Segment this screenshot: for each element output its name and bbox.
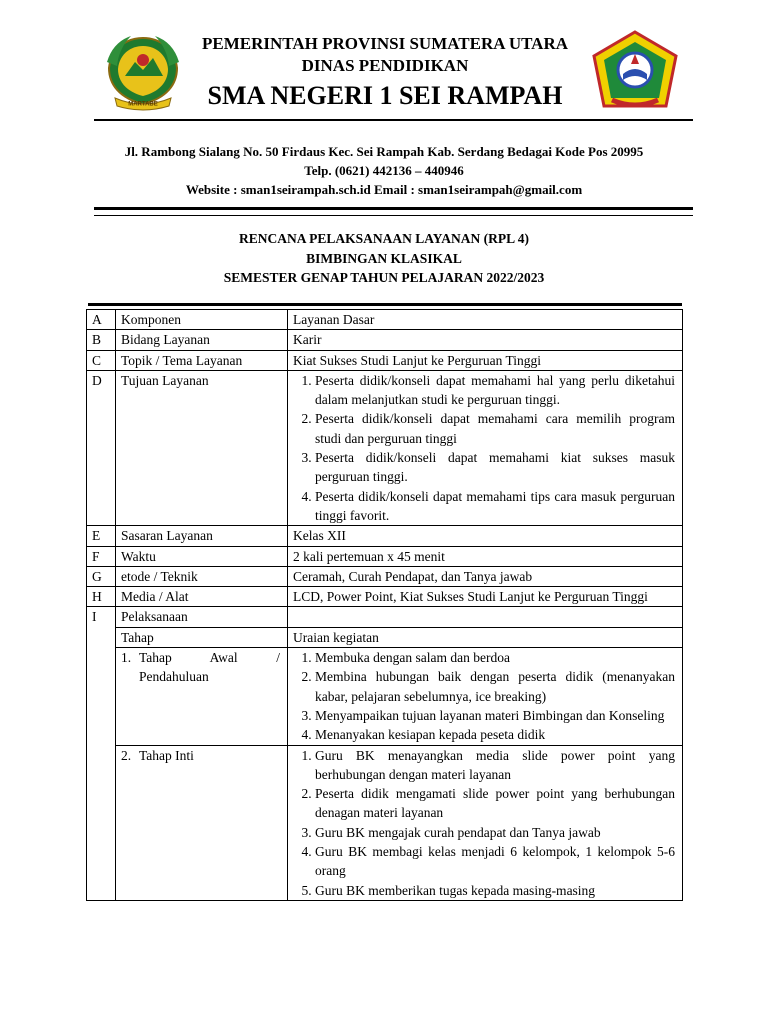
row-code: D <box>87 370 116 525</box>
province-emblem-logo <box>103 32 183 112</box>
activity-header: Uraian kegiatan <box>288 627 683 647</box>
objectives-cell <box>288 370 683 525</box>
table-row <box>87 627 683 647</box>
address-divider-thin <box>94 215 693 216</box>
letterhead <box>180 33 590 115</box>
stage-name-cell <box>116 648 288 745</box>
list-item: 1. Guru BK menayangkan media slide power point yang berhubungan dengan materi layanan <box>315 746 675 785</box>
row-code: E <box>87 526 116 546</box>
stage-activities <box>288 745 683 900</box>
stage-number: 2. <box>121 747 132 763</box>
row-code: G <box>87 566 116 586</box>
row-label: Bidang Layanan <box>116 330 288 350</box>
document-title <box>94 229 674 288</box>
row-label: Tujuan Layanan <box>116 370 288 525</box>
list-item: 1. Membuka dengan salam dan berdoa <box>315 648 675 667</box>
row-label: Sasaran Layanan <box>116 526 288 546</box>
row-label: Komponen <box>116 310 288 330</box>
list-item: 3. Menyampaikan tujuan layanan materi Bimbingan dan Konseling <box>315 706 675 725</box>
activity-list <box>293 648 675 744</box>
row-label: Pelaksanaan <box>116 607 288 627</box>
table-row <box>87 648 683 745</box>
table-row <box>87 546 683 566</box>
school-name: SMA NEGERI 1 SEI RAMPAH <box>207 81 563 110</box>
list-item: 4. Peserta didik/konseli dapat memahami tips cara masuk perguruan tinggi favorit. <box>315 487 675 526</box>
row-label: Waktu <box>116 546 288 566</box>
row-value: Ceramah, Curah Pendapat, dan Tanya jawab <box>288 566 683 586</box>
stage-name-cont: Pendahuluan <box>139 669 209 685</box>
header-divider <box>94 119 693 121</box>
table-row <box>87 526 683 546</box>
address-line: Jl. Rambong Sialang No. 50 Firdaus Kec. Sei Rampah Kab. Serdang Bedagai Kode Pos 20995 <box>124 144 644 159</box>
row-value: Layanan Dasar <box>288 310 683 330</box>
row-code: C <box>87 350 116 370</box>
row-label: etode / Teknik <box>116 566 288 586</box>
list-item: 5. Guru BK memberikan tugas kepada masing-masing <box>315 881 675 900</box>
stage-number: 1. <box>121 650 132 666</box>
title-line-1: RENCANA PELAKSANAAN LAYANAN (RPL 4) <box>238 231 530 246</box>
row-value: Kiat Sukses Studi Lanjut ke Perguruan Tinggi <box>288 350 683 370</box>
school-address <box>80 142 688 199</box>
emblem-ribbon-text: MARTABE <box>128 101 158 108</box>
list-item: 4. Guru BK membagi kelas menjadi 6 kelompok, 1 kelompok 5-6 orang <box>315 842 675 881</box>
list-item: 2. Membina hubungan baik dengan peserta didik (menanyakan kabar, pelajaran sebelumnya, ice breaking) <box>315 667 675 706</box>
row-code: B <box>87 330 116 350</box>
row-code: I <box>87 607 116 900</box>
rpl-table <box>86 309 683 901</box>
table-row <box>87 350 683 370</box>
website-email-line: Website : sman1seirampah.sch.id Email : sman1seirampah@gmail.com <box>185 182 583 197</box>
government-name: PEMERINTAH PROVINSI SUMATERA UTARA <box>202 34 568 53</box>
row-code: A <box>87 310 116 330</box>
table-row <box>87 607 683 627</box>
activity-list <box>293 746 675 900</box>
row-label: Media / Alat <box>116 587 288 607</box>
phone-line: Telp. (0621) 442136 – 440946 <box>304 163 464 178</box>
table-row <box>87 745 683 900</box>
list-item: 2. Peserta didik/konseli dapat memahami cara memilih program studi dan perguruan tinggi <box>315 409 675 448</box>
stage-header: Tahap <box>116 627 288 647</box>
objectives-list <box>293 371 675 525</box>
row-value: Karir <box>288 330 683 350</box>
list-item: 3. Guru BK mengajak curah pendapat dan Tanya jawab <box>315 823 675 842</box>
list-item: 1. Peserta didik/konseli dapat memahami hal yang perlu diketahui dalam melanjutkan studi ke perguruan tinggi. <box>315 371 675 410</box>
list-item: 4. Menanyakan kesiapan kepada peseta didik <box>315 725 675 744</box>
row-value: LCD, Power Point, Kiat Sukses Studi Lanjut ke Perguruan Tinggi <box>288 587 683 607</box>
school-badge-logo <box>590 30 680 110</box>
title-line-3: SEMESTER GENAP TAHUN PELAJARAN 2022/2023 <box>223 270 545 285</box>
row-value: 2 kali pertemuan x 45 menit <box>288 546 683 566</box>
table-row <box>87 310 683 330</box>
table-row <box>87 587 683 607</box>
department-name: DINAS PENDIDIKAN <box>301 56 469 75</box>
stage-name: Tahap Awal / <box>139 650 280 666</box>
table-row <box>87 370 683 525</box>
row-code: F <box>87 546 116 566</box>
row-code: H <box>87 587 116 607</box>
row-label: Topik / Tema Layanan <box>116 350 288 370</box>
list-item: 3. Peserta didik/konseli dapat memahami kiat sukses masuk perguruan tinggi. <box>315 448 675 487</box>
stage-name: Tahap Inti <box>139 747 194 763</box>
table-top-rule <box>88 303 682 306</box>
list-item: 2. Peserta didik mengamati slide power point yang berhubungan denagan materi layanan <box>315 784 675 823</box>
stage-name-cell <box>116 745 288 900</box>
row-value: Kelas XII <box>288 526 683 546</box>
title-line-2: BIMBINGAN KLASIKAL <box>306 250 462 266</box>
stage-activities <box>288 648 683 745</box>
table-row <box>87 330 683 350</box>
address-divider-thick <box>94 207 693 210</box>
row-value-empty <box>288 607 683 627</box>
table-row <box>87 566 683 586</box>
